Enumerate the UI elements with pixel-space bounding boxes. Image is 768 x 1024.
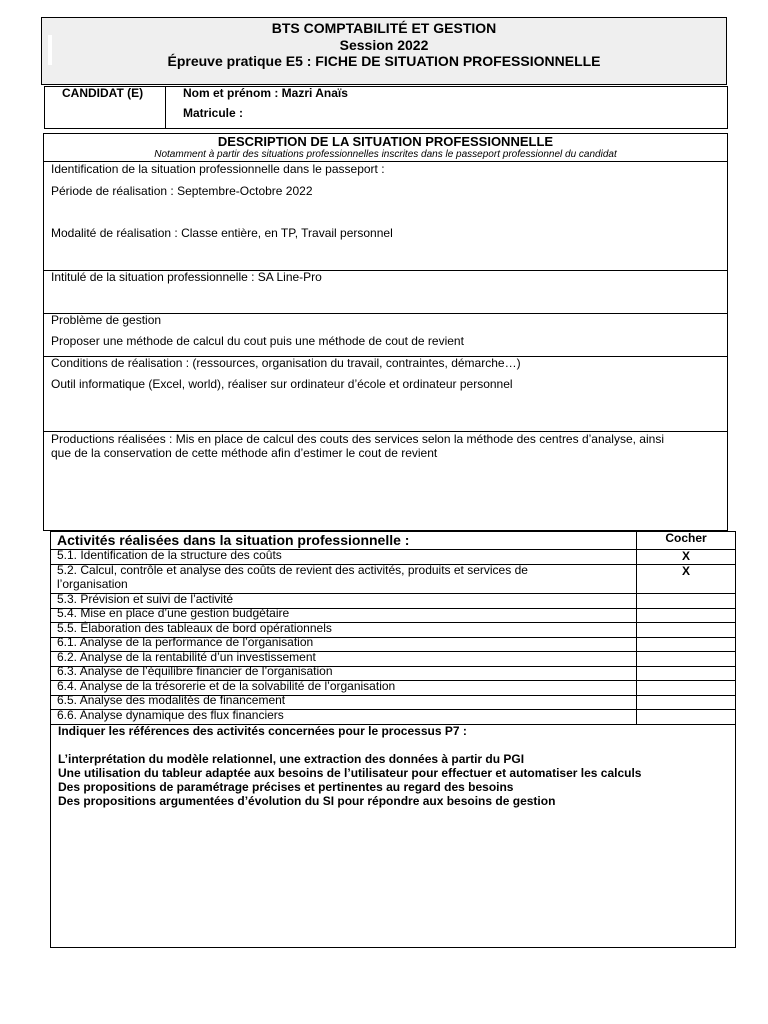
description-subtitle: Notamment à partir des situations professionnelles inscrites dans le passeport professionnel du candidat (154, 149, 617, 160)
candidate-name: Nom et prénom : Mazri Anaïs (183, 86, 348, 100)
description-section (43, 133, 728, 531)
activity-label: 6.1. Analyse de la performance de l’organisation (57, 635, 314, 649)
candidate-box (44, 86, 728, 129)
document-header (41, 17, 727, 85)
p7-reference: Une utilisation du tableur adaptée aux besoins de l’utilisateur pour effectuer et automatiser les calculs (58, 766, 642, 780)
candidate-label: CANDIDAT (E) (62, 86, 144, 100)
p7-reference: Des propositions argumentées d’évolution du SI pour répondre aux besoins de gestion (58, 794, 556, 808)
p7-heading: Indiquer les références des activités concernées pour le processus P7 : (58, 724, 467, 738)
activity-label: 6.6. Analyse dynamique des flux financiers (57, 708, 284, 722)
description-title: DESCRIPTION DE LA SITUATION PROFESSIONNELLE (217, 134, 554, 149)
conditions-label: Conditions de réalisation : (ressources, organisation du travail, contraintes, démarche…) (51, 356, 521, 370)
probleme-text: Proposer une méthode de calcul du cout puis une méthode de cout de revient (51, 334, 464, 348)
productions-line-1: Productions réalisées : Mis en place de calcul des couts des services selon la méthode des centres d’analyse, ainsi (51, 432, 664, 446)
activity-label: 6.4. Analyse de la trésorerie et de la solvabilité de l’organisation (57, 679, 396, 693)
candidate-matricule: Matricule : (183, 106, 244, 120)
candidate-divider (165, 86, 166, 129)
modalite-field: Modalité de réalisation : Classe entière, en TP, Travail personnel (51, 226, 393, 240)
activity-label: 5.3. Prévision et suivi de l’activité (57, 592, 234, 606)
check-column-header: Cocher (665, 531, 707, 545)
activity-label: 6.2. Analyse de la rentabilité d’un investissement (57, 650, 316, 664)
activity-label-continued: l’organisation (57, 577, 128, 591)
activities-title: Activités réalisées dans la situation professionnelle : (57, 532, 410, 548)
periode-field: Période de réalisation : Septembre-Octobre 2022 (51, 184, 313, 198)
intitule-field: Intitulé de la situation professionnelle : SA Line-Pro (51, 270, 322, 284)
p7-reference: L’interprétation du modèle relationnel, une extraction des données à partir du PGI (58, 752, 525, 766)
productions-line-2: que de la conservation de cette méthode afin d’estimer le cout de revient (51, 446, 438, 460)
header-session: Session 2022 (339, 37, 429, 53)
activity-label: 5.4. Mise en place d’une gestion budgétaire (57, 606, 290, 620)
probleme-label: Problème de gestion (51, 313, 162, 327)
activity-label: 5.1. Identification de la structure des coûts (57, 548, 282, 562)
activity-label: 5.5. Élaboration des tableaux de bord opérationnels (57, 621, 332, 635)
identification-label: Identification de la situation professionnelle dans le passeport : (51, 162, 385, 176)
p7-reference: Des propositions de paramétrage précises et pertinentes au regard des besoins (58, 780, 514, 794)
activity-check: X (681, 564, 690, 578)
header-title: BTS COMPTABILITÉ ET GESTION (271, 20, 497, 36)
conditions-text: Outil informatique (Excel, world), réaliser sur ordinateur d’école et ordinateur personnel (51, 377, 513, 391)
header-epreuve: Épreuve pratique E5 : FICHE DE SITUATION PROFESSIONNELLE (167, 53, 601, 69)
header-margin-mark (48, 35, 52, 65)
activity-check: X (681, 549, 690, 563)
activity-label: 6.3. Analyse de l’équilibre financier de l’organisation (57, 664, 333, 678)
activity-label: 6.5. Analyse des modalités de financement (57, 693, 286, 707)
activity-label: 5.2. Calcul, contrôle et analyse des coûts de revient des activités, produits et services de (57, 563, 528, 577)
